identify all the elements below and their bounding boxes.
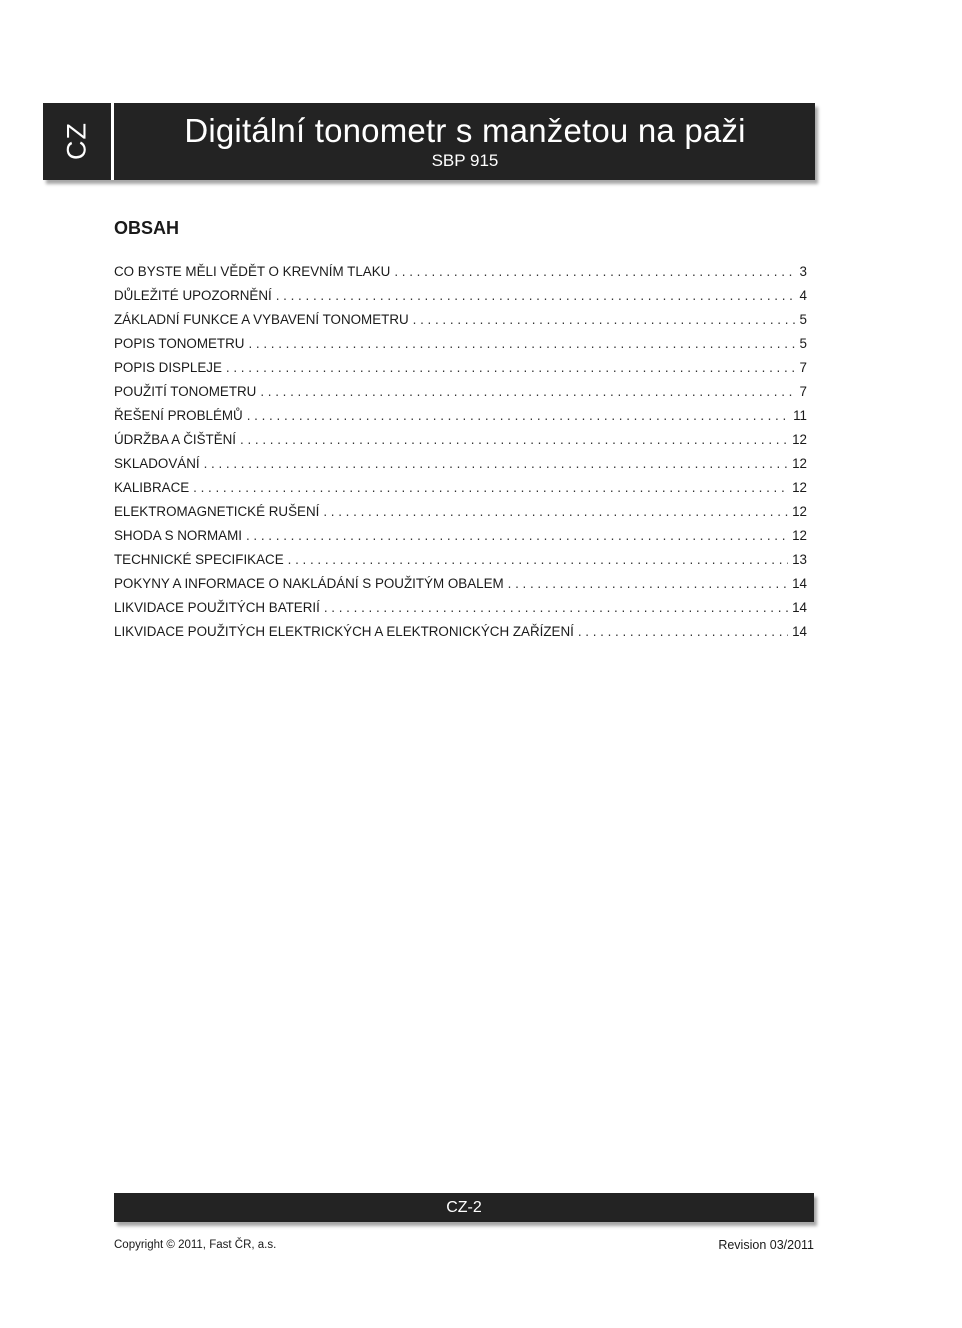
- language-tab: [43, 103, 111, 180]
- toc-dot-leader: [508, 572, 788, 596]
- toc-entry-page: 12: [792, 504, 807, 519]
- toc-dot-leader: [193, 476, 788, 500]
- toc-entry[interactable]: [114, 308, 807, 332]
- toc-entry[interactable]: [114, 380, 807, 404]
- toc-dot-leader: [413, 308, 796, 332]
- toc-entry-page: 13: [792, 552, 807, 567]
- toc-entry-page: 14: [792, 624, 807, 639]
- model-number: SBP 915: [431, 151, 499, 170]
- toc-entry-page: 5: [799, 312, 807, 327]
- toc-entry[interactable]: [114, 548, 807, 572]
- toc-entry[interactable]: [114, 524, 807, 548]
- toc-entry-label: KALIBRACE: [114, 480, 190, 495]
- toc-entry-label: TECHNICKÉ SPECIFIKACE: [114, 552, 284, 567]
- toc-dot-leader: [240, 428, 788, 452]
- toc-entry-label: LIKVIDACE POUŽITÝCH BATERIÍ: [114, 600, 320, 615]
- toc-dot-leader: [394, 260, 795, 284]
- toc-entry[interactable]: [114, 476, 807, 500]
- header-divider: [111, 103, 114, 180]
- toc-entry[interactable]: [114, 452, 807, 476]
- language-code: CZ: [61, 122, 92, 160]
- toc-entry-page: 3: [799, 264, 807, 279]
- toc-entry-label: ÚDRŽBA A ČIŠTĚNÍ: [114, 432, 237, 447]
- toc-entry-page: 7: [799, 360, 807, 375]
- toc-entry[interactable]: [114, 332, 807, 356]
- header-band: [43, 103, 815, 180]
- toc-entry[interactable]: [114, 404, 807, 428]
- toc-entry-label: POKYNY A INFORMACE O NAKLÁDÁNÍ S POUŽITÝM OBALEM: [114, 576, 504, 591]
- copyright-text: Copyright © 2011, Fast ČR, a.s.: [114, 1239, 277, 1251]
- toc-entry-page: 12: [792, 480, 807, 495]
- toc-entry-page: 11: [793, 408, 807, 423]
- toc-dot-leader: [578, 620, 788, 644]
- table-of-contents: [114, 260, 807, 644]
- toc-entry-label: SHODA S NORMAMI: [114, 528, 242, 543]
- toc-entry[interactable]: [114, 356, 807, 380]
- toc-entry-page: 14: [792, 576, 807, 591]
- toc-entry-label: ŘEŠENÍ PROBLÉMŮ: [114, 408, 243, 423]
- toc-dot-leader: [276, 284, 796, 308]
- toc-entry-label: SKLADOVÁNÍ: [114, 456, 200, 471]
- toc-entry-label: POUŽITÍ TONOMETRU: [114, 384, 257, 399]
- toc-entry[interactable]: [114, 572, 807, 596]
- title-block: [115, 103, 815, 180]
- toc-entry-page: 7: [799, 384, 807, 399]
- toc-entry-label: DŮLEŽITÉ UPOZORNĚNÍ: [114, 288, 272, 303]
- toc-entry-page: 5: [799, 336, 807, 351]
- toc-entry[interactable]: [114, 260, 807, 284]
- toc-dot-leader: [248, 332, 795, 356]
- toc-entry-page: 14: [792, 600, 807, 615]
- toc-entry[interactable]: [114, 500, 807, 524]
- toc-dot-leader: [204, 452, 789, 476]
- toc-entry-label: POPIS DISPLEJE: [114, 360, 222, 375]
- toc-dot-leader: [260, 380, 795, 404]
- page-number: CZ-2: [446, 1199, 482, 1216]
- revision-text: Revision 03/2011: [718, 1238, 814, 1252]
- toc-entry-label: ELEKTROMAGNETICKÉ RUŠENÍ: [114, 504, 320, 519]
- document-title: Digitální tonometr s manžetou na paži: [184, 112, 746, 149]
- toc-dot-leader: [288, 548, 788, 572]
- toc-heading: OBSAH: [114, 218, 180, 238]
- toc-entry-page: 12: [792, 456, 807, 471]
- toc-entry[interactable]: [114, 596, 807, 620]
- toc-entry-page: 12: [792, 528, 807, 543]
- toc-entry-label: POPIS TONOMETRU: [114, 336, 245, 351]
- toc-entry-page: 12: [792, 432, 807, 447]
- toc-dot-leader: [324, 596, 788, 620]
- toc-entry[interactable]: [114, 428, 807, 452]
- toc-dot-leader: [323, 500, 788, 524]
- toc-entry-label: ZÁKLADNÍ FUNKCE A VYBAVENÍ TONOMETRU: [114, 312, 409, 327]
- toc-entry-label: CO BYSTE MĚLI VĚDĚT O KREVNÍM TLAKU: [114, 264, 391, 279]
- toc-entry-page: 4: [799, 288, 807, 303]
- toc-entry[interactable]: [114, 620, 807, 644]
- toc-dot-leader: [247, 404, 789, 428]
- toc-dot-leader: [246, 524, 788, 548]
- toc-entry-label: LIKVIDACE POUŽITÝCH ELEKTRICKÝCH A ELEKTRONICKÝCH ZAŘÍZENÍ: [114, 624, 574, 639]
- toc-dot-leader: [226, 356, 796, 380]
- footer-band: [114, 1193, 814, 1222]
- toc-entry[interactable]: [114, 284, 807, 308]
